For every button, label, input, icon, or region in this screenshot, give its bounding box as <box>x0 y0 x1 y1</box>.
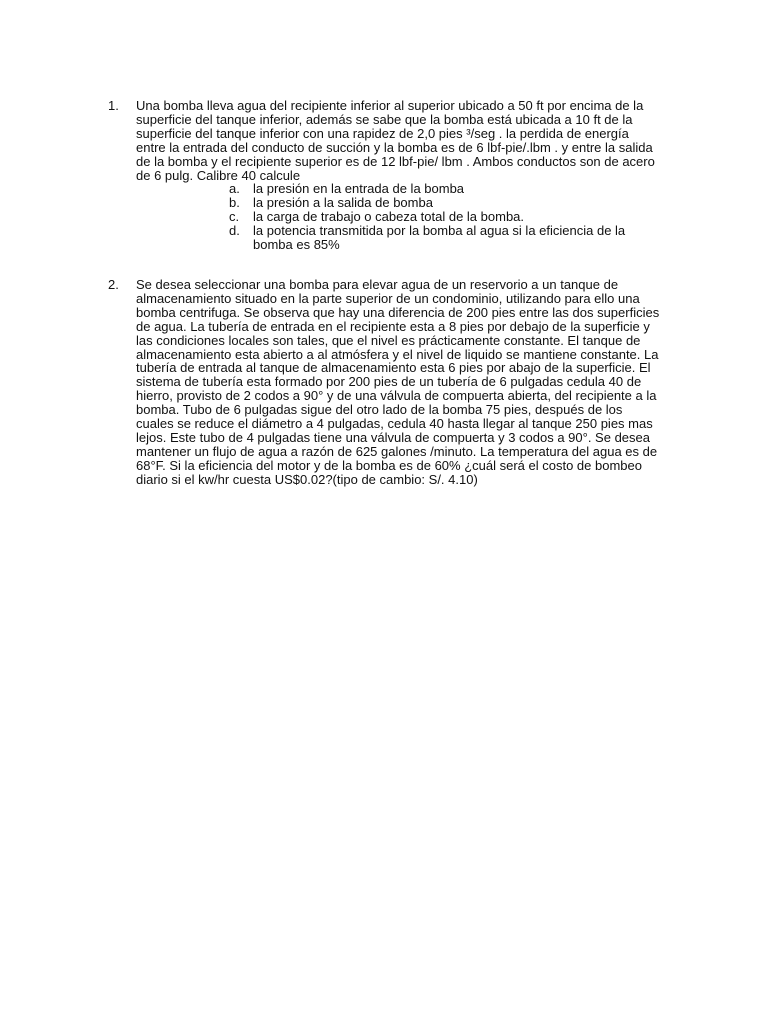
subquestion-a <box>136 182 660 196</box>
subquestion-text: la presión en la entrada de la bomba <box>253 181 465 197</box>
problem-1-body <box>136 99 660 252</box>
subquestion-label: d. <box>229 223 240 239</box>
subquestion-b <box>136 196 660 210</box>
subquestion-label: c. <box>229 209 240 225</box>
problem-1-number: 1. <box>108 98 119 113</box>
problem-2-statement: Se desea seleccionar una bomba para elevar agua de un reservorio a un tanque de almacenamiento situado en la parte superior de un condominio, utilizando para ello una bomba centrifuga. Se observa que hay una diferencia de 200 pies entre las dos superficies de agua. La tubería de entrada en el recipiente esta a 8 pies por debajo de la superficie y las condiciones locales son tales, que el nivel es prácticamente constante. El tanque de almacenamiento esta abierto a al atmósfera y el nivel de liquido se mantiene constante. La tubería de entrada al tanque de almacenamiento esta 6 pies por abajo de la superficie. El sistema de tubería esta formado por 200 pies de un tubería de 6 pulgadas cedula 40 de hierro, provisto de 2 codos a 90° y de una válvula de compuerta abierta, del recipiente a la bomba. Tubo de 6 pulgadas sigue del otro lado de la bomba 75 pies, después de los cuales se reduce el diámetro a 4 pulgadas, cedula 40 hasta llegar al tanque 250 pies mas lejos. Este tubo de 4 pulgadas tiene una válvula de compuerta y 3 codos a 90°. Se desea mantener un flujo de agua a razón de 625 galones /minuto. La temperatura del agua es de 68°F. Si la eficiencia del motor y de la bomba es de 60% ¿cuál será el costo de bombeo diario si el kw/hr cuesta US$0.02?(tipo de cambio: S/. 4.10) <box>136 277 660 487</box>
subquestion-text: la carga de trabajo o cabeza total de la bomba. <box>253 209 525 225</box>
problem-1-statement: Una bomba lleva agua del recipiente inferior al superior ubicado a 50 ft por encima de la superficie del tanque inferior, además se sabe que la bomba está ubicada a 10 ft de la superficie del tanque inferior con una rapidez de 2,0 pies ³/seg . la perdida de energía entre la entrada del conducto de succión y la bomba es de 6 lbf-pie/.lbm . y entre la salida de la bomba y el recipiente superior es de 12 lbf-pie/ lbm . Ambos conductos son de acero de 6 pulg. Calibre 40 calcule <box>136 98 655 183</box>
subquestion-text: la potencia transmitida por la bomba al agua si la eficiencia de la bomba es 85% <box>253 223 626 253</box>
subquestion-c <box>136 210 660 224</box>
problem-2-number: 2. <box>108 277 119 292</box>
problem-1-subquestions <box>136 182 660 252</box>
problem-2-body <box>136 278 660 487</box>
subquestion-label: b. <box>229 195 240 211</box>
subquestion-label: a. <box>229 181 240 197</box>
subquestion-d <box>136 224 660 252</box>
subquestion-text: la presión a la salida de bomba <box>253 195 433 211</box>
